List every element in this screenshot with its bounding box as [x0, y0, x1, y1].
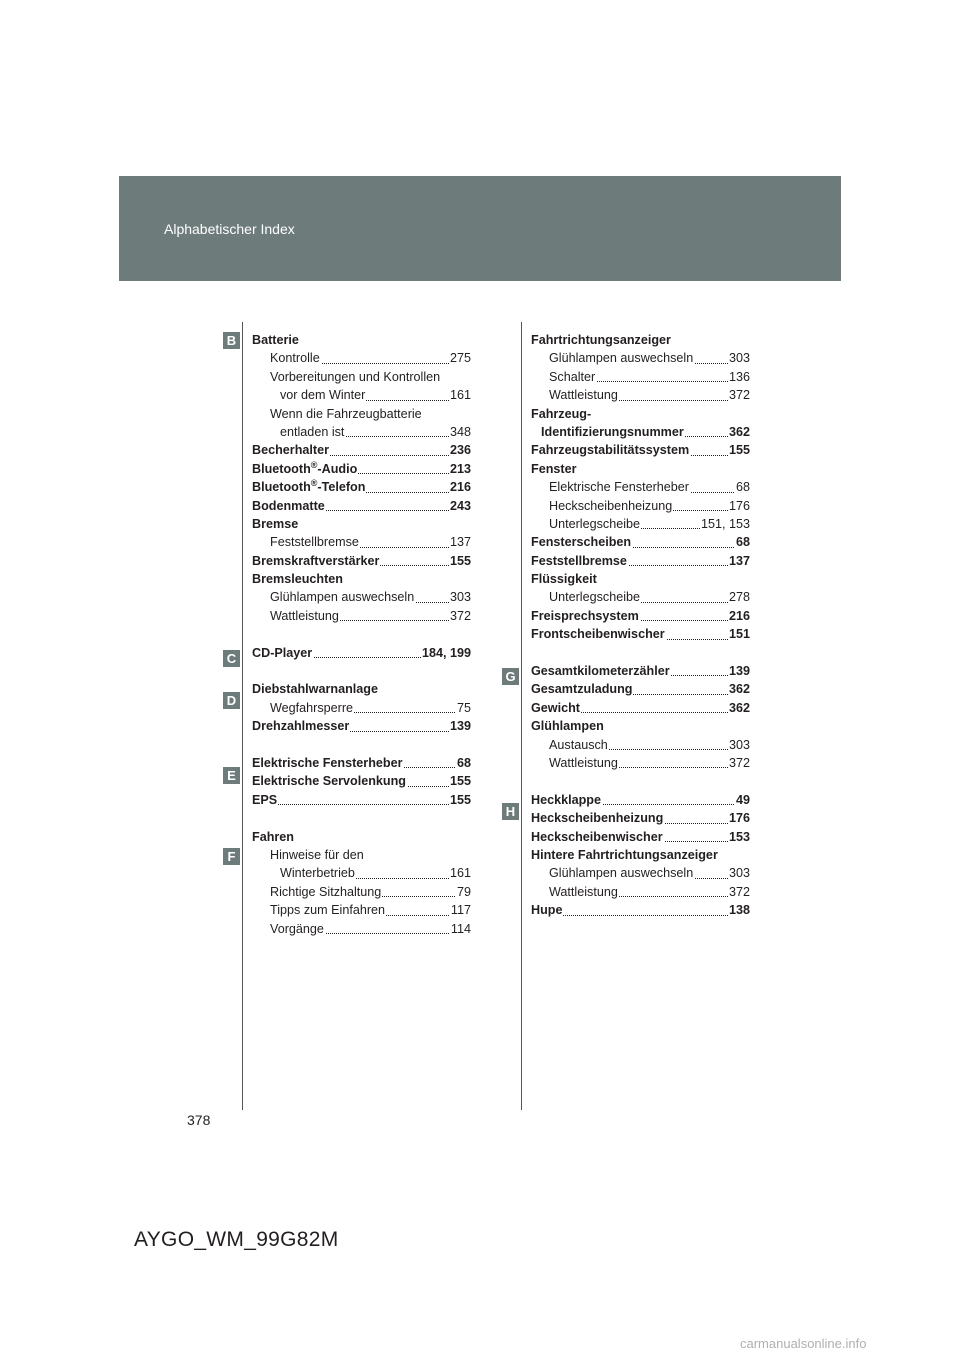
- index-heading: Fahrtrichtungsanzeiger: [531, 331, 750, 349]
- index-heading: Heckklappe 49: [531, 791, 750, 809]
- index-entry: Wattleistung 372: [549, 754, 750, 772]
- index-entry: Wenn die Fahrzeugbatterie: [270, 405, 471, 423]
- index-heading: Fahrzeug-: [531, 405, 750, 423]
- index-heading: Identifizierungsnummer 362: [541, 423, 750, 441]
- index-entry: Feststellbremse 137: [270, 533, 471, 551]
- index-heading: Bodenmatte 243: [252, 497, 471, 515]
- index-entry: Glühlampen auswechseln 303: [549, 349, 750, 367]
- index-entry: Wegfahrsperre 75: [270, 699, 471, 717]
- index-heading: Fensterscheiben 68: [531, 533, 750, 551]
- index-entry: Hinweise für den: [270, 846, 471, 864]
- index-heading: Batterie: [252, 331, 471, 349]
- index-entry: Glühlampen auswechseln 303: [270, 588, 471, 606]
- index-entry: Winterbetrieb 161: [280, 864, 471, 882]
- index-heading: Bremse: [252, 515, 471, 533]
- index-heading: Becherhalter 236: [252, 441, 471, 459]
- column-divider-left: [242, 322, 243, 1110]
- index-heading: CD-Player 184, 199: [252, 644, 471, 662]
- index-entry: entladen ist 348: [280, 423, 471, 441]
- footer-code: AYGO_WM_99G82M: [134, 1228, 339, 1251]
- index-heading: Gewicht 362: [531, 699, 750, 717]
- index-heading: Fenster: [531, 460, 750, 478]
- index-heading: Bremskraftverstärker 155: [252, 552, 471, 570]
- index-entry: Wattleistung 372: [270, 607, 471, 625]
- index-entry: Wattleistung 372: [549, 883, 750, 901]
- index-heading: EPS 155: [252, 791, 471, 809]
- letter-tab-c: C: [223, 650, 240, 667]
- index-heading: Drehzahlmesser 139: [252, 717, 471, 735]
- index-heading: Diebstahlwarnanlage: [252, 680, 471, 698]
- index-heading: Flüssigkeit: [531, 570, 750, 588]
- index-heading: Hupe 138: [531, 901, 750, 919]
- page-number: 378: [187, 1112, 211, 1128]
- index-heading: Hintere Fahrtrichtungsanzeiger: [531, 846, 750, 864]
- index-heading: Elektrische Servolenkung 155: [252, 772, 471, 790]
- index-heading: Freisprechsystem 216: [531, 607, 750, 625]
- index-heading: Bremsleuchten: [252, 570, 471, 588]
- index-heading: Elektrische Fensterheber 68: [252, 754, 471, 772]
- index-heading: Frontscheibenwischer 151: [531, 625, 750, 643]
- letter-tab-f: F: [223, 848, 240, 865]
- letter-tab-e: E: [223, 767, 240, 784]
- letter-tab-g: G: [502, 668, 519, 685]
- index-heading: Bluetooth®-Audio 213: [252, 460, 471, 478]
- index-heading: Fahren: [252, 828, 471, 846]
- index-heading: Gesamtkilometerzähler 139: [531, 662, 750, 680]
- index-entry: Tipps zum Einfahren 117: [270, 901, 471, 919]
- index-heading: Bluetooth®-Telefon 216: [252, 478, 471, 496]
- index-entry: Vorbereitungen und Kontrollen: [270, 368, 471, 386]
- index-column-right: [531, 331, 750, 920]
- index-heading: Feststellbremse 137: [531, 552, 750, 570]
- header-bar: [119, 176, 841, 281]
- index-entry: Elektrische Fensterheber 68: [549, 478, 750, 496]
- letter-tab-b: B: [223, 332, 240, 349]
- index-entry: Unterlegscheibe 278: [549, 588, 750, 606]
- index-entry: Richtige Sitzhaltung 79: [270, 883, 471, 901]
- column-divider-right: [521, 322, 522, 1110]
- index-entry: Vorgänge 114: [270, 920, 471, 938]
- index-heading: Fahrzeugstabilitätssystem 155: [531, 441, 750, 459]
- header-title: Alphabetischer Index: [164, 221, 295, 237]
- watermark: carmanualsonline.info: [740, 1336, 867, 1351]
- index-heading: Gesamtzuladung 362: [531, 680, 750, 698]
- letter-tab-h: H: [502, 803, 519, 820]
- index-entry: Austausch 303: [549, 736, 750, 754]
- index-column-left: [252, 331, 471, 938]
- index-entry: Heckscheibenheizung 176: [549, 497, 750, 515]
- index-entry: Wattleistung 372: [549, 386, 750, 404]
- index-entry: Glühlampen auswechseln 303: [549, 864, 750, 882]
- index-entry: vor dem Winter 161: [280, 386, 471, 404]
- index-heading: Heckscheibenwischer 153: [531, 828, 750, 846]
- index-entry: Unterlegscheibe 151, 153: [549, 515, 750, 533]
- index-heading: Glühlampen: [531, 717, 750, 735]
- index-heading: Heckscheibenheizung 176: [531, 809, 750, 827]
- index-entry: Kontrolle 275: [270, 349, 471, 367]
- letter-tab-d: D: [223, 692, 240, 709]
- index-entry: Schalter 136: [549, 368, 750, 386]
